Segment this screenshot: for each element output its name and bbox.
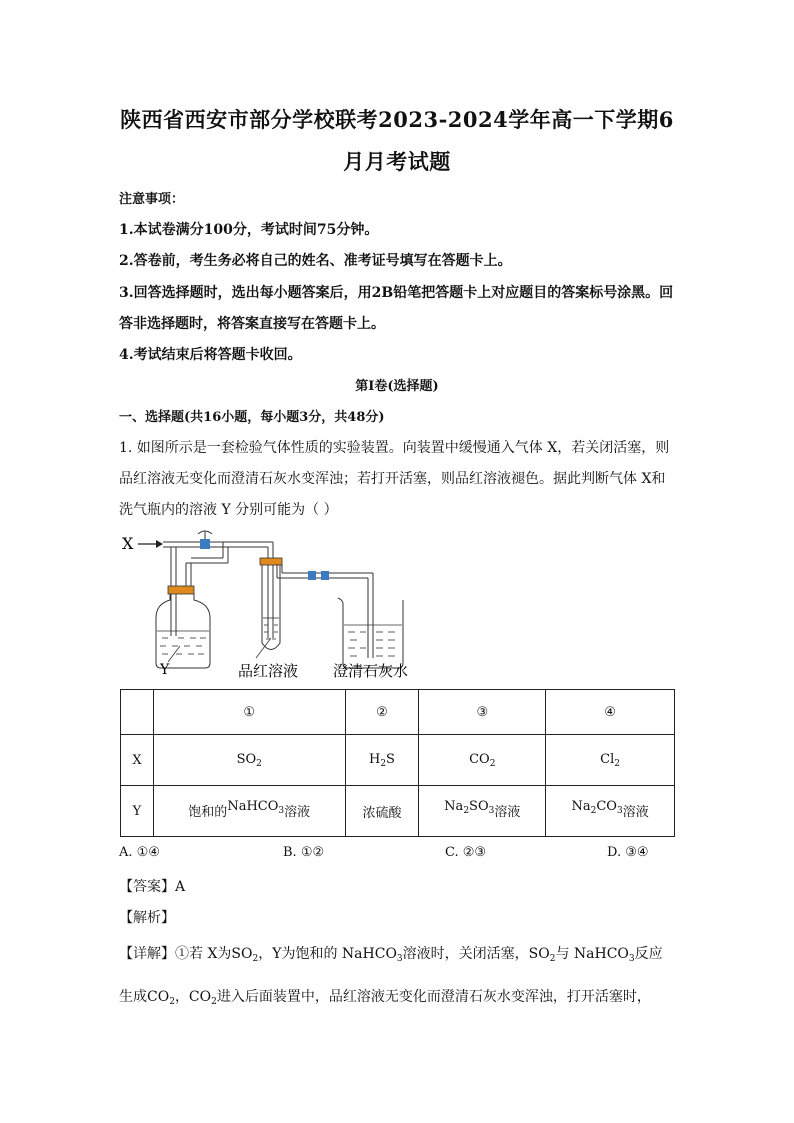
table-header-row: [121, 690, 675, 735]
notice-item-2: 2.答卷前，考生务必将自己的姓名、准考证号填写在答题卡上。: [119, 253, 512, 269]
apparatus-diagram: [118, 528, 428, 683]
solution-y-label: Y: [160, 662, 170, 678]
options-table: [120, 689, 675, 837]
row-label: X: [121, 735, 154, 786]
table-cell: $SO_2$: [153, 735, 345, 786]
detail-line-2: 生成$CO_2$，$CO_2$进入后面装置中，品红溶液无变化而澄清石灰水变浑浊，打开活塞时，: [119, 989, 651, 1007]
table-header-cell: [121, 690, 154, 735]
answer-label: 【答案】A: [119, 879, 186, 895]
row-label: Y: [121, 786, 154, 837]
part-heading: 一、选择题(共16小题，每小题3分，共48分): [119, 410, 385, 425]
shihui-label: 澄清石灰水: [333, 662, 409, 680]
table-cell: $Cl_2$: [546, 735, 675, 786]
table-header-cell: ②: [345, 690, 419, 735]
option-d: D. ③④: [607, 845, 649, 860]
option-c: C. ②③: [445, 845, 487, 860]
exam-title-line2: 月月考试题: [343, 149, 451, 174]
notice-item-4: 4.考试结束后将答题卡收回。: [119, 347, 302, 363]
gas-x-label: X: [122, 534, 134, 553]
question-1-line2: 品红溶液无变化而澄清石灰水变浑浊；若打开活塞，则品红溶液褪色。据此判断气体 X和: [119, 471, 666, 487]
analysis-label: 【解析】: [119, 910, 175, 926]
question-1-line1: 1. 如图所示是一套检验气体性质的实验装置。向装置中缓慢通入气体 X，若关闭活塞，则: [119, 440, 670, 456]
option-b: B. ①②: [283, 845, 325, 860]
pinhong-label: 品红溶液: [238, 662, 299, 680]
table-header-cell: ④: [546, 690, 675, 735]
notice-heading: 注意事项：: [119, 192, 185, 207]
question-1-line3: 洗气瓶内的溶液 Y 分别可能为（ ）: [119, 502, 338, 518]
table-cell: $Na_2SO_3$溶液: [419, 786, 546, 837]
table-cell: $CO_2$: [419, 735, 546, 786]
notice-item-3b: 答非选择题时，将答案直接写在答题卡上。: [119, 316, 385, 332]
table-cell: 饱和的NaHCO$_3$溶液: [153, 786, 345, 837]
table-header-cell: ③: [419, 690, 546, 735]
exam-title-line1: 陕西省西安市部分学校联考2023-2024学年高一下学期6: [120, 107, 674, 132]
detail-line-1: 【详解】①若 X为$SO_2$，Y为饱和的 NaHCO$_3$溶液时，关闭活塞，$SO_2$与 NaHCO$_3$反应: [119, 946, 663, 964]
table-cell: 浓硫酸: [345, 786, 419, 837]
table-cell: $Na_2CO_3$溶液: [546, 786, 675, 837]
option-a: A. ①④: [119, 845, 160, 860]
notice-item-3a: 3.回答选择题时，选出每小题答案后，用2B铅笔把答题卡上对应题目的答案标号涂黑。回: [119, 285, 674, 301]
notice-item-1: 1.本试卷满分100分，考试时间75分钟。: [119, 222, 379, 238]
table-cell: $H_2S$: [345, 735, 419, 786]
volume-heading: 第I卷(选择题): [355, 379, 439, 394]
table-row-x: [121, 735, 675, 786]
table-header-cell: ①: [153, 690, 345, 735]
table-row-y: [121, 786, 675, 837]
